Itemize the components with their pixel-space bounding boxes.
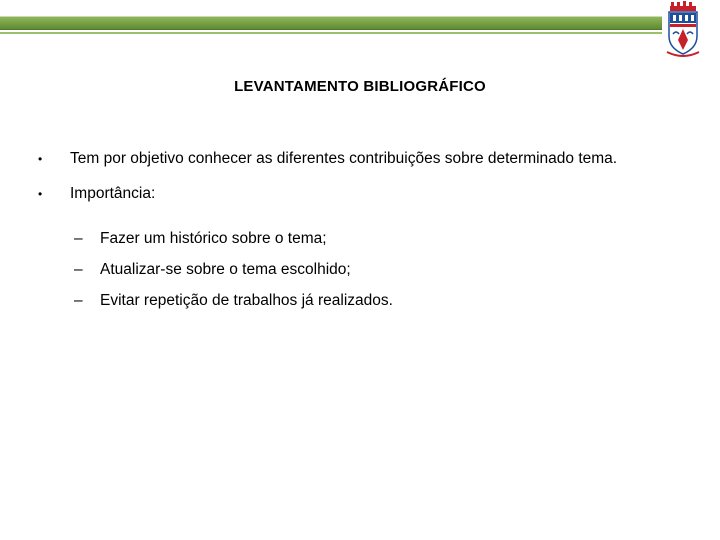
dash-marker: – <box>74 261 83 278</box>
dash-marker: – <box>74 292 83 309</box>
list-item <box>38 148 678 170</box>
sub-list-item <box>38 228 678 250</box>
sub-item-text: Fazer um histórico sobre o tema; <box>100 230 327 247</box>
bullet-text: Tem por objetivo conhecer as diferentes contribuições sobre determinado tema. <box>70 150 618 167</box>
bullet-list <box>38 148 678 205</box>
sub-bullet-list <box>38 228 678 321</box>
slide-title: LEVANTAMENTO BIBLIOGRÁFICO <box>234 78 486 95</box>
sub-list-item <box>38 290 678 312</box>
bullet-marker: • <box>38 187 43 201</box>
header-green-bar <box>0 16 662 30</box>
sub-list-item <box>38 259 678 281</box>
list-item <box>38 183 678 205</box>
header-bar-underline <box>0 32 662 34</box>
dash-marker: – <box>74 230 83 247</box>
bullet-marker: • <box>38 152 43 166</box>
sub-item-text: Evitar repetição de trabalhos já realizados. <box>100 292 393 309</box>
sub-item-text: Atualizar-se sobre o tema escolhido; <box>100 261 351 278</box>
bullet-text: Importância: <box>70 185 156 202</box>
university-coat-of-arms-icon <box>664 0 702 60</box>
